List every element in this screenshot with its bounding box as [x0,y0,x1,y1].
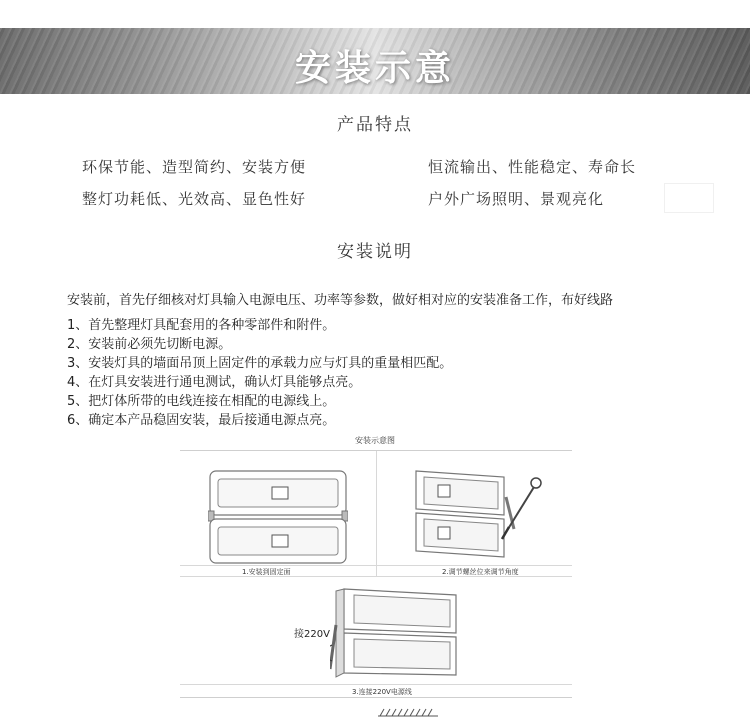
connection-label: 接220V [294,629,330,640]
install-step: 2、安装前必须先切断电源。 [67,337,232,352]
panel-divider [180,684,572,685]
panel-divider [376,451,377,576]
decorative-hatch [378,707,438,717]
feature-item: 恒流输出、性能稳定、寿命长 [428,158,637,176]
install-heading: 安装说明 [337,242,413,262]
features-heading: 产品特点 [337,115,413,135]
banner-title: 安装示意 [294,48,455,89]
figure-title: 安装示意图 [355,436,395,445]
step-caption: 3.连接220V电源线 [352,688,412,696]
lamp-angle-adjust-illustration [408,467,558,563]
install-intro: 安装前，首先仔细核对灯具输入电源电压、功率等参数，做好相对应的安装准备工作，布好线路 [67,293,614,308]
install-step: 4、在灯具安装进行通电测试，确认灯具能够点亮。 [67,375,362,390]
install-steps [67,316,452,430]
install-step: 6、确定本产品稳固安装，最后接通电源点亮。 [67,413,336,428]
lamp-front-view-illustration [208,469,348,565]
install-step: 3、安装灯具的墙面吊顶上固定件的承载力应与灯具的重量相匹配。 [67,356,453,371]
step-caption: 1.安装到固定面 [242,568,291,576]
panel-divider [180,565,572,566]
install-step: 1、首先整理灯具配套用的各种零部件和附件。 [67,318,336,333]
lamp-wiring-illustration [330,585,460,681]
feature-item: 户外广场照明、景观亮化 [428,190,605,208]
install-step: 5、把灯体所带的电线连接在相配的电源线上。 [67,394,336,409]
feature-item: 整灯功耗低、光效高、显色性好 [82,190,307,208]
step-caption: 2.调节螺丝位来调节角度 [442,568,519,576]
faint-box [664,183,714,213]
feature-item: 环保节能、造型简约、安装方便 [82,158,307,176]
installation-diagram [180,450,572,698]
title-banner [0,28,750,94]
